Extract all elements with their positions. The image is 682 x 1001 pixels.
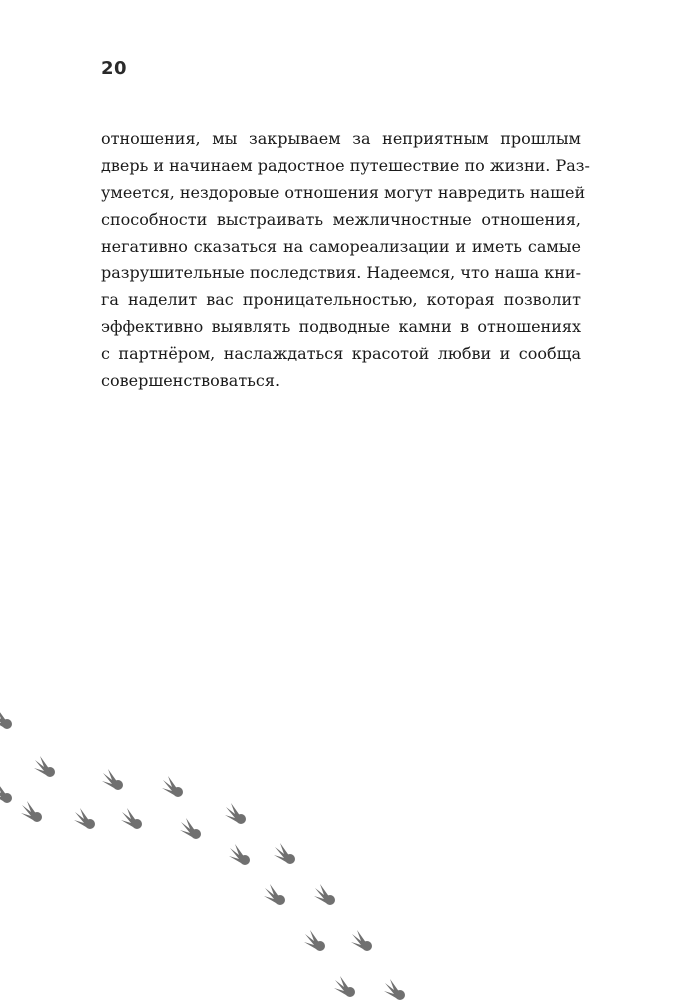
bird-footprint-icon: [384, 979, 405, 1000]
bird-footprint-icon: [351, 930, 372, 951]
text-line: с партнёром, наслаждаться красотой любви и сообща: [101, 344, 581, 364]
bird-footprint-icon: [0, 708, 12, 729]
text-line: разрушительные последствия. Надеемся, что наша кни-: [101, 263, 581, 283]
text-line: способности выстраивать межличностные отношения,: [101, 209, 581, 229]
text-line: га наделит вас проницательностью, которая позволит: [101, 290, 581, 310]
text-line: эффективно выявлять подводные камни в отношениях: [101, 317, 581, 337]
body-paragraph: [101, 126, 590, 395]
text-line: совершенствоваться.: [101, 371, 281, 391]
bird-footprint-icon: [102, 769, 123, 790]
bird-footprint-icon: [162, 776, 183, 797]
bird-footprint-icon: [121, 808, 142, 829]
bird-footprint-icon: [225, 803, 246, 824]
bird-footprint-icon: [74, 808, 95, 829]
text-line: отношения, мы закрываем за неприятным прошлым: [101, 129, 581, 148]
bird-footprint-icon: [264, 884, 285, 905]
text-line: умеется, нездоровые отношения могут навредить нашей: [101, 182, 586, 202]
bird-footprint-icon: [314, 884, 335, 905]
bird-footprint-icon: [21, 801, 42, 822]
bird-footprint-icon: [334, 976, 355, 997]
bird-footprint-icon: [229, 844, 250, 865]
text-line: дверь и начинаем радостное путешествие по жизни. Раз-: [101, 155, 590, 175]
bird-footprint-icon: [0, 782, 12, 803]
text-line: негативно сказаться на самореализации и иметь самые: [101, 236, 581, 256]
bird-footprint-icon: [304, 930, 325, 951]
page-number: 20: [101, 58, 128, 79]
bird-footprint-icon: [274, 843, 295, 864]
bird-footprint-icon: [180, 818, 201, 839]
bird-footprint-icon: [34, 756, 55, 777]
